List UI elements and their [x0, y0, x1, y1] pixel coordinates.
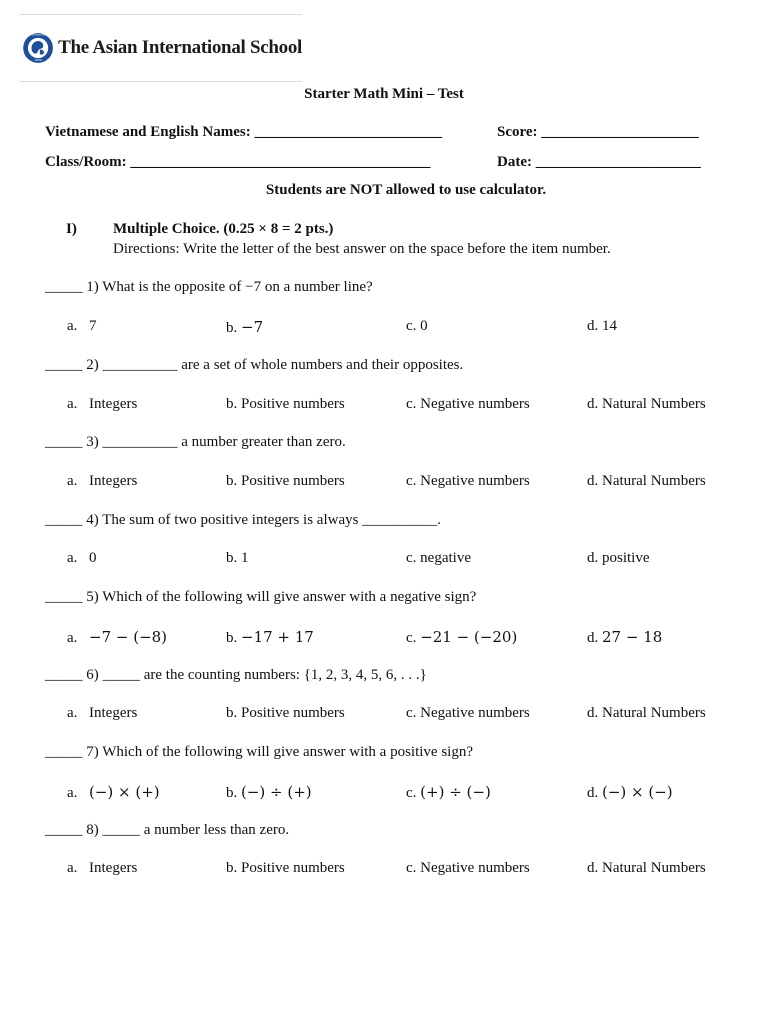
option-c: c. −21 − (−20) — [406, 628, 518, 646]
school-logo — [22, 15, 54, 81]
option-c: c. 0 — [406, 318, 428, 334]
option-d: d. Natural Numbers — [587, 473, 706, 489]
option-d: d. 14 — [587, 318, 617, 334]
option-d: d. Natural Numbers — [587, 705, 706, 721]
section-number: I) — [66, 221, 77, 237]
class-room-field[interactable]: Class/Room: ________________________________________ — [45, 154, 431, 170]
option-b: b. −17 + 17 — [226, 628, 314, 646]
option-d: d. 27 − 18 — [587, 628, 663, 646]
option-c: c. Negative numbers — [406, 396, 530, 412]
option-c: c. (+) ÷ (−) — [406, 783, 491, 801]
school-name: The Asian International School — [58, 37, 302, 58]
question-8: _____ 8) _____ a number less than zero. — [45, 822, 290, 838]
question-4: _____ 4) The sum of two positive integers is always __________. — [45, 512, 441, 528]
option-a: a. 0 — [67, 550, 97, 566]
option-a: a. Integers — [67, 705, 138, 721]
question-5: _____ 5) Which of the following will give answer with a negative sign? — [45, 589, 477, 605]
option-a: a. Integers — [67, 473, 138, 489]
option-a: a. 7 — [67, 318, 97, 334]
svg-text:1990: 1990 — [34, 58, 42, 63]
option-b: b. Positive numbers — [226, 705, 345, 721]
option-c: c. negative — [406, 550, 471, 566]
test-title: Starter Math Mini – Test — [304, 86, 464, 102]
option-b: b. 1 — [226, 550, 249, 566]
svg-text:THE ASIAN INTERNATIONAL SCHOOL: THE ASIAN INTERNATIONAL SCHOOL — [22, 34, 55, 37]
names-field[interactable]: Vietnamese and English Names: _________________________ — [45, 124, 442, 140]
option-d: d. Natural Numbers — [587, 860, 706, 876]
option-a: a. (−) × (+) — [67, 783, 160, 801]
question-2: _____ 2) __________ are a set of whole numbers and their opposites. — [45, 357, 464, 373]
option-b: b. Positive numbers — [226, 860, 345, 876]
option-c: c. Negative numbers — [406, 473, 530, 489]
question-3: _____ 3) __________ a number greater than zero. — [45, 434, 346, 450]
score-field[interactable]: Score: _____________________ — [497, 124, 699, 140]
school-header — [20, 14, 302, 82]
calculator-notice: Students are NOT allowed to use calculator. — [265, 182, 547, 198]
section-title: Multiple Choice. (0.25 × 8 = 2 pts.) — [113, 221, 334, 237]
option-d: d. Natural Numbers — [587, 396, 706, 412]
option-b: b. (−) ÷ (+) — [226, 783, 312, 801]
option-d: d. (−) × (−) — [587, 783, 673, 801]
option-c: c. Negative numbers — [406, 860, 530, 876]
question-7: _____ 7) Which of the following will give answer with a positive sign? — [45, 744, 473, 760]
date-field[interactable]: Date: ______________________ — [497, 154, 701, 170]
question-6: _____ 6) _____ are the counting numbers: {1, 2, 3, 4, 5, 6, . . .} — [45, 667, 427, 683]
question-1: _____ 1) What is the opposite of −7 on a number line? — [45, 279, 373, 295]
option-a: a. Integers — [67, 860, 138, 876]
option-b: b. −7 — [226, 318, 264, 336]
option-a: a. −7 − (−8) — [67, 628, 168, 646]
option-a: a. Integers — [67, 396, 138, 412]
option-b: b. Positive numbers — [226, 396, 345, 412]
option-b: b. Positive numbers — [226, 473, 345, 489]
option-c: c. Negative numbers — [406, 705, 530, 721]
section-directions: Directions: Write the letter of the best answer on the space before the item number. — [113, 241, 611, 257]
option-d: d. positive — [587, 550, 650, 566]
